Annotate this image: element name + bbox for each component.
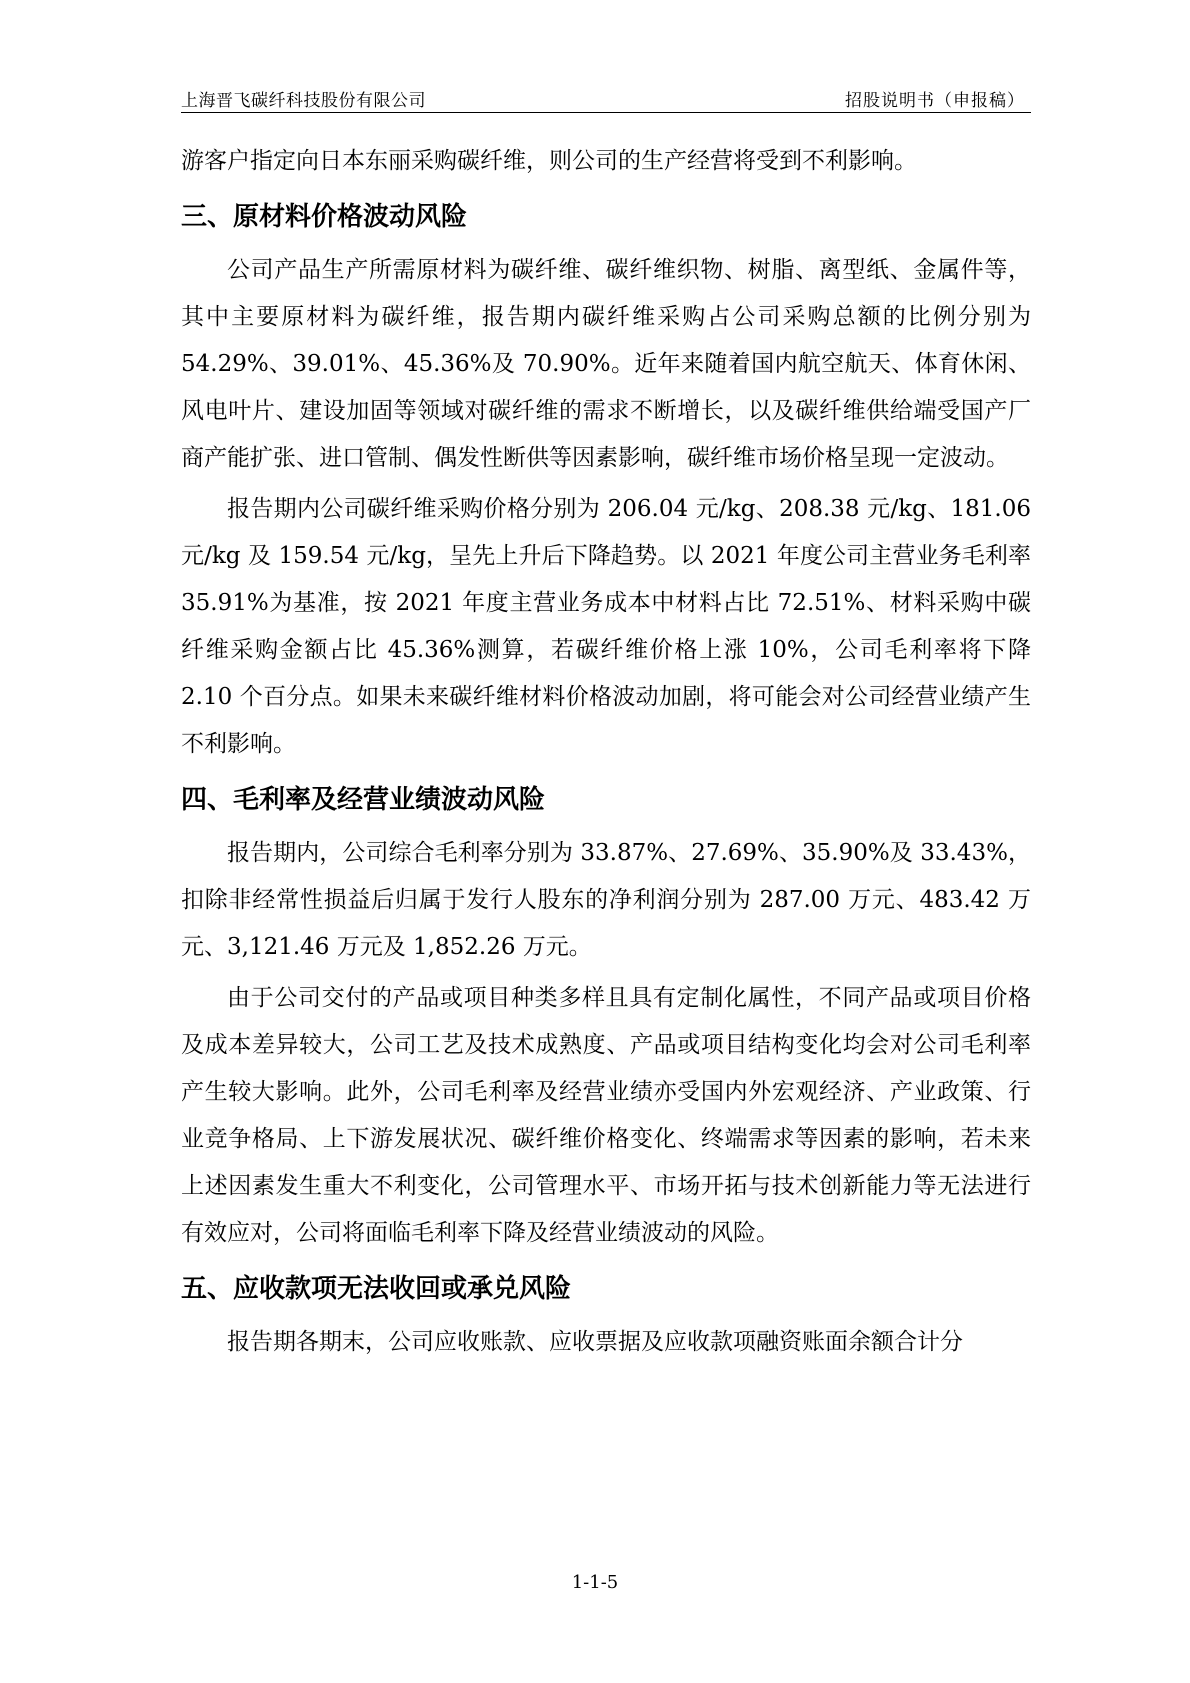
paragraph-continued: 游客户指定向日本东丽采购碳纤维，则公司的生产经营将受到不利影响。 [181,148,917,174]
section-heading-5: 五、应收款项无法收回或承兑风险 [181,1274,572,1304]
page-body [181,138,1031,1370]
paragraph-4-2: 由于公司交付的产品或项目种类多样且具有定制化属性，不同产品或项目价格及成本差异较大，公司工艺及技术成熟度、产品或项目结构变化均会对公司毛利率产生较大影响。此外，公司毛利率及经营业绩亦受国内外宏观经济、产业政策、行业竞争格局、上下游发展状况、碳纤维价格变化、终端需求等因素的影响，若未来上述因素发生重大不利变化，公司管理水平、市场开拓与技术创新能力等无法进行有效应对，公司将面临毛利率下降及经营业绩波动的风险。 [181,985,1031,1246]
header-document-type: 招股说明书（申报稿） [845,91,1025,111]
section-heading-3: 三、原材料价格波动风险 [181,202,468,232]
page-header [181,80,1031,113]
section-heading-4: 四、毛利率及经营业绩波动风险 [181,785,546,815]
paragraph-4-1: 报告期内，公司综合毛利率分别为 33.87%、27.69%、35.90%及 33.43%，扣除非经常性损益后归属于发行人股东的净利润分别为 287.00 万元、483.42 万元、3,121.46 万元及 1,852.26 万元。 [181,840,1031,960]
paragraph-3-2: 报告期内公司碳纤维采购价格分别为 206.04 元/kg、208.38 元/kg、181.06 元/kg 及 159.54 元/kg，呈先上升后下降趋势。以 2021 年度公司主营业务毛利率 35.91%为基准，按 2021 年度主营业务成本中材料占比 72.51%、材料采购中碳纤维采购金额占比 45.36%测算，若碳纤维价格上涨 10%，公司毛利率将下降 2.10 个百分点。如果未来碳纤维材料价格波动加剧，将可能会对公司经营业绩产生不利影响。 [181,496,1031,757]
page-number: 1-1-5 [571,1572,619,1593]
header-company-name: 上海晋飞碳纤科技股份有限公司 [181,91,426,111]
paragraph-3-1: 公司产品生产所需原材料为碳纤维、碳纤维织物、树脂、离型纸、金属件等，其中主要原材料为碳纤维，报告期内碳纤维采购占公司采购总额的比例分别为 54.29%、39.01%、45.36%及 70.90%。近年来随着国内航空航天、体育休闲、风电叶片、建设加固等领域对碳纤维的需求不断增长，以及碳纤维供给端受国产厂商产能扩张、进口管制、偶发性断供等因素影响，碳纤维市场价格呈现一定波动。 [181,257,1031,471]
paragraph-5-1: 报告期各期末，公司应收账款、应收票据及应收款项融资账面余额合计分 [227,1329,963,1355]
